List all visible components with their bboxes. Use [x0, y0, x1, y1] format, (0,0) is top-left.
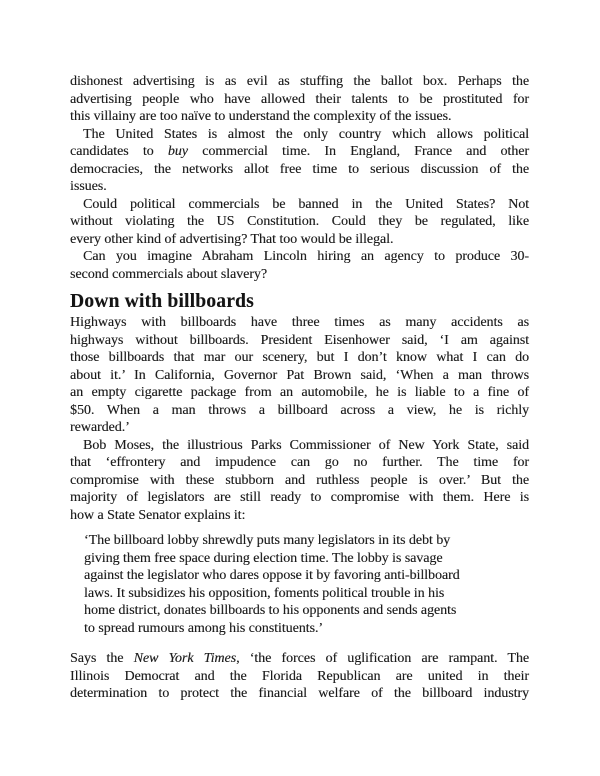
blockquote	[84, 532, 529, 637]
text-line: compromise with these stubborn and ruthless people is over.’ But the	[70, 472, 529, 488]
text-line: advertising people who have allowed their talents to be prostituted for	[70, 91, 529, 107]
text-line: that ‘effrontery and impudence can go no further. The time for	[70, 455, 529, 470]
paragraph	[70, 248, 529, 283]
text-line: Illinois Democrat and the Florida Republican are united in their	[70, 668, 529, 684]
paragraph	[70, 650, 529, 703]
text-line: those billboards that mar our scenery, but I don’t know what I can do	[70, 350, 529, 365]
paragraph	[70, 314, 529, 437]
text-line: against the legislator who dares oppose it by favoring anti-billboard	[84, 568, 460, 583]
text-line: The United States is almost the only country which allows political	[83, 126, 529, 142]
page-text	[70, 73, 529, 703]
text-line: how a State Senator explains it:	[70, 507, 246, 523]
text-line: second commercials about slavery?	[70, 266, 267, 282]
text-line: majority of legislators are still ready to compromise with them. Here is	[70, 490, 529, 505]
text-line: an empty cigarette package from an automobile, he is liable to a fine of	[70, 385, 529, 400]
text-line: home district, donates billboards to his opponents and sends agents	[84, 603, 457, 618]
text-line: Says the New York Times, ‘the forces of uglification are rampant. The	[70, 651, 530, 666]
text-line: highways without billboards. President Eisenhower said, ‘I am against	[70, 332, 529, 348]
text-line: issues.	[70, 179, 107, 194]
text-line: democracies, the networks allot free time to serious discussion of the	[70, 161, 529, 177]
text-line: candidates to buy commercial time. In England, France and other	[70, 144, 530, 159]
text-line: Could political commercials be banned in the United States? Not	[83, 196, 529, 212]
text-line: Highways with billboards have three times as many accidents as	[70, 315, 529, 330]
text-line: this villainy are too naïve to understand the complexity of the issues.	[70, 109, 452, 124]
text-line: giving them free space during election time. The lobby is savage	[84, 550, 443, 566]
paragraph	[70, 126, 529, 196]
section-heading: Down with billboards	[70, 291, 254, 312]
text-line: ‘The billboard lobby shrewdly puts many legislators in its debt by	[84, 533, 451, 548]
paragraph	[70, 73, 529, 126]
paragraph	[70, 196, 529, 249]
text-line: $50. When a man throws a billboard across a view, he is richly	[70, 402, 529, 418]
text-line: Can you imagine Abraham Lincoln hiring an agency to produce 30-	[83, 249, 529, 264]
text-line: Bob Moses, the illustrious Parks Commissioner of New York State, said	[83, 437, 529, 453]
text-line: without violating the US Constitution. Could they be regulated, like	[70, 214, 529, 229]
text-line: every other kind of advertising? That too would be illegal.	[70, 231, 394, 247]
text-line: about it.’ In California, Governor Pat Brown said, ‘When a man throws	[70, 367, 529, 383]
text-line: determination to protect the financial welfare of the billboard industry	[70, 686, 529, 701]
paragraph	[70, 437, 529, 525]
text-line: rewarded.’	[70, 420, 130, 435]
text-line: dishonest advertising is as evil as stuffing the ballot box. Perhaps the	[70, 74, 529, 89]
text-line: to spread rumours among his constituents.’	[84, 620, 323, 636]
text-line: laws. It subsidizes his opposition, foments political trouble in his	[84, 585, 445, 601]
